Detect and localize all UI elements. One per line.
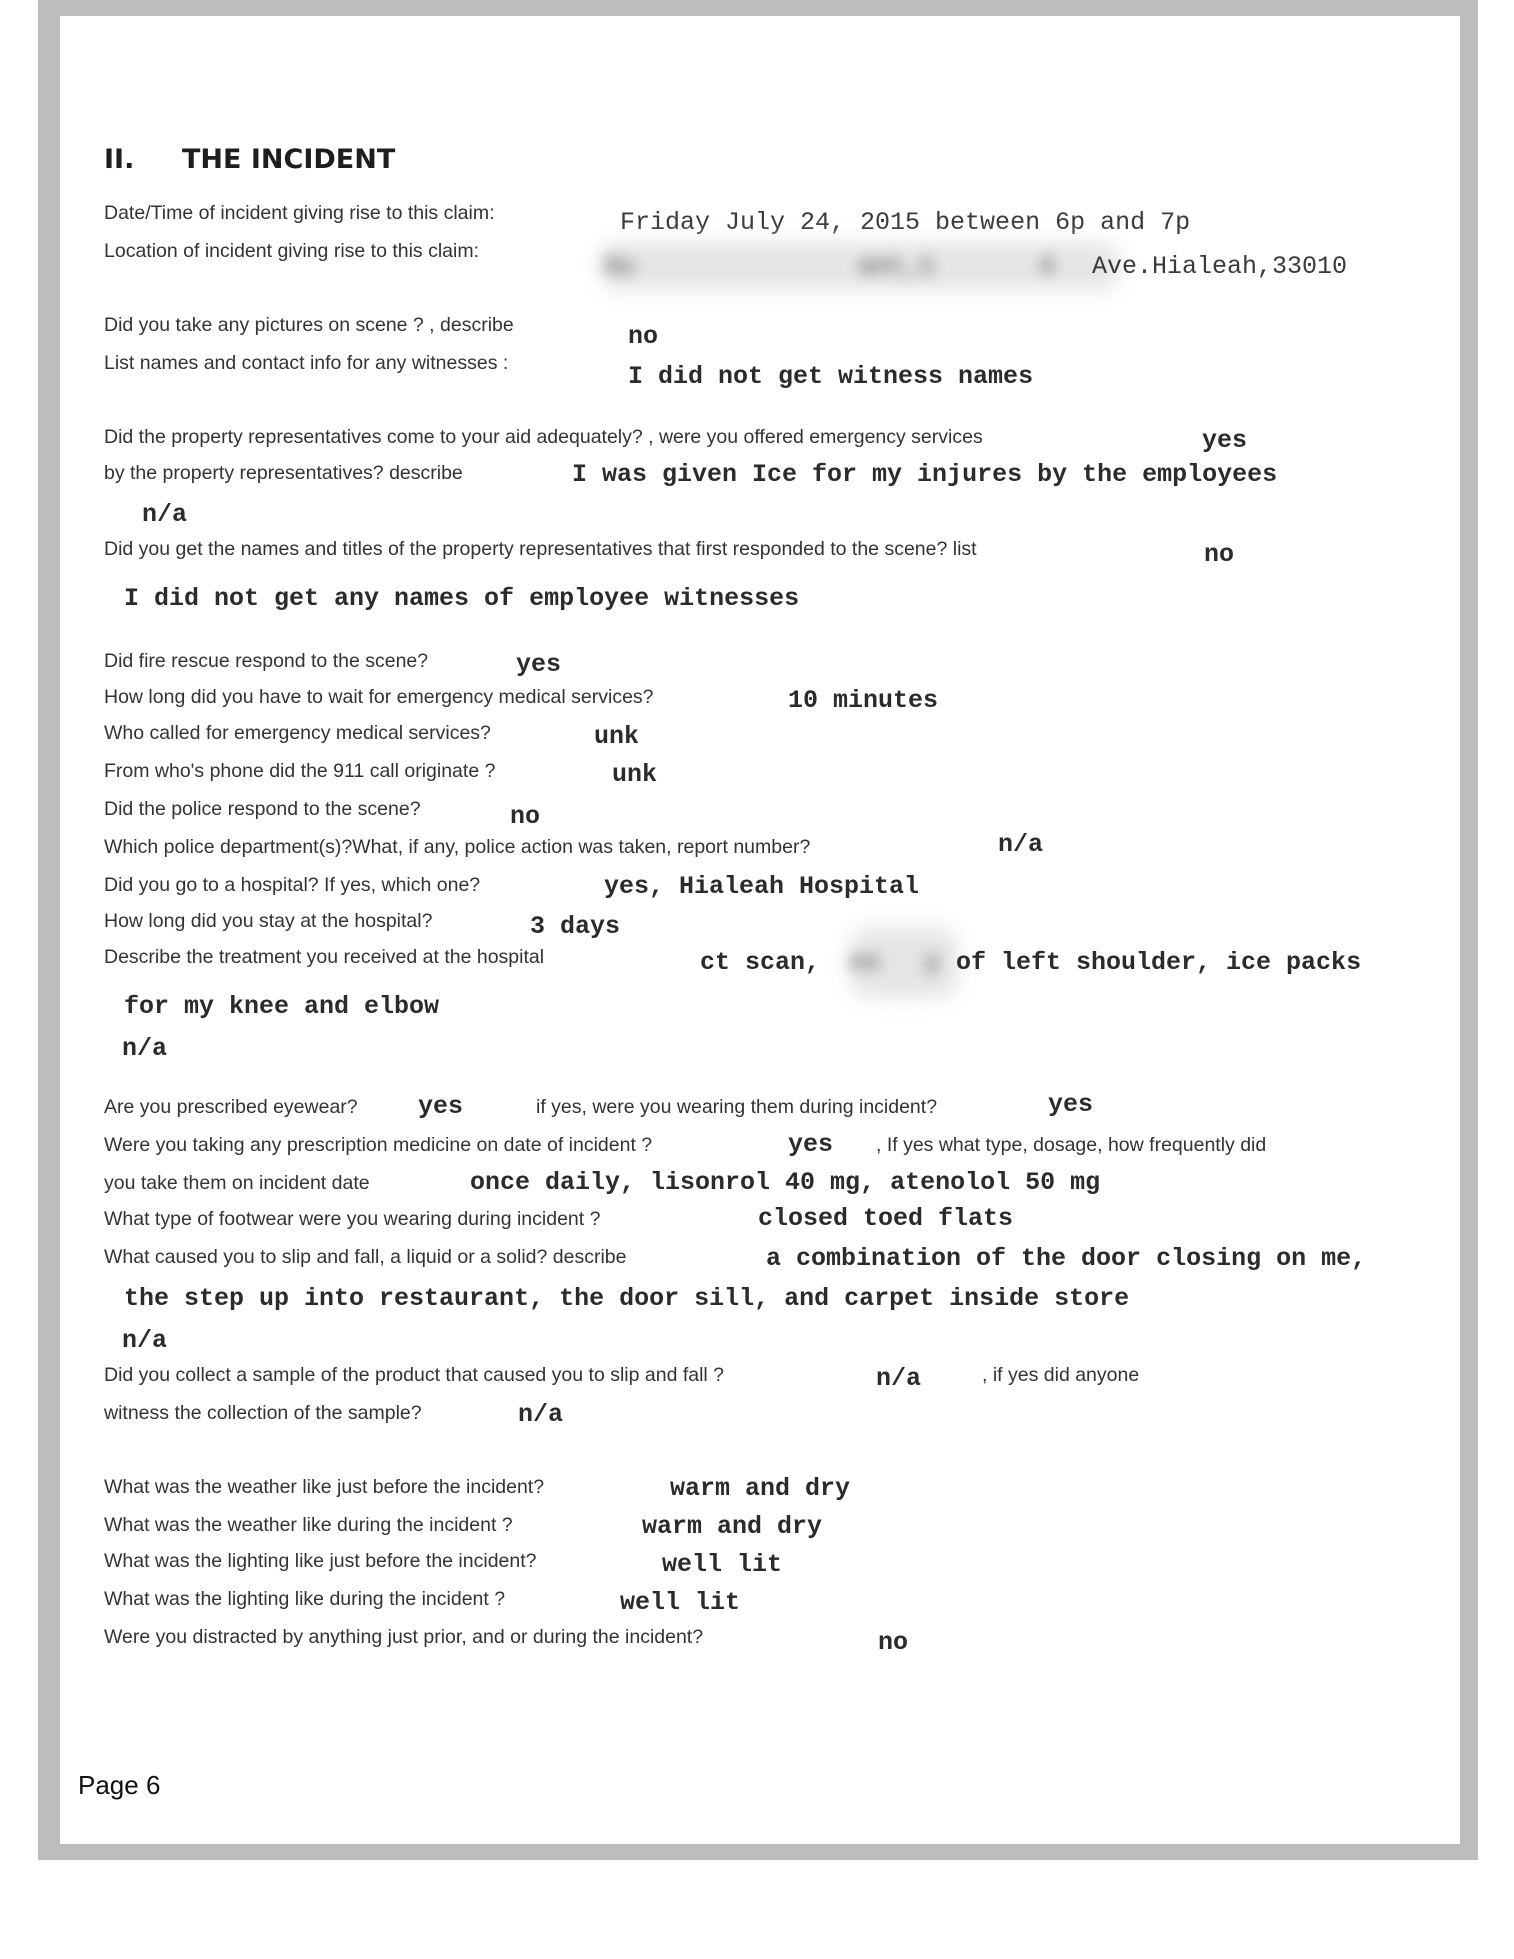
weather-during-label: What was the weather like during the incident ? [104, 1514, 513, 1536]
witnesses-value: I did not get witness names [628, 362, 1034, 391]
rep-names-extra: I did not get any names of employee witnesses [124, 584, 800, 613]
ems-wait-value: 10 minutes [788, 686, 939, 715]
eyewear-wearing-label: if yes, were you wearing them during incident? [536, 1096, 938, 1118]
location-value: Ave.Hialeah,33010 [1092, 252, 1348, 281]
pictures-value: no [628, 322, 659, 351]
weather-before-label: What was the weather like just before the incident? [104, 1476, 545, 1498]
weather-before-value: warm and dry [670, 1474, 851, 1503]
distracted-value: no [878, 1628, 909, 1657]
eyewear-wearing-value: yes [1048, 1090, 1094, 1119]
distracted-label: Were you distracted by anything just prior, and or during the incident? [104, 1626, 704, 1648]
witnesses-label: List names and contact info for any witnesses : [104, 352, 509, 374]
sample-label-line1b: , if yes did anyone [982, 1364, 1140, 1386]
phone-911-value: unk [612, 760, 658, 789]
treatment-value-redacted: ex y [850, 948, 941, 977]
footwear-value: closed toed flats [758, 1204, 1014, 1233]
ems-wait-label: How long did you have to wait for emergency medical services? [104, 686, 654, 708]
sample-value-line1: n/a [876, 1364, 922, 1393]
police-label: Did the police respond to the scene? [104, 798, 421, 820]
location-value-redacted: Su ant,1 4 [604, 252, 1055, 281]
treatment-value-part2: of left shoulder, ice packs [956, 948, 1362, 977]
footwear-label: What type of footwear were you wearing during incident ? [104, 1208, 601, 1230]
treatment-value-part1: ct scan, [700, 948, 821, 977]
police-value: no [510, 802, 541, 831]
medicine-value-line2: once daily, lisonrol 40 mg, atenolol 50 mg [470, 1168, 1101, 1197]
eyewear-label: Are you prescribed eyewear? [104, 1096, 358, 1118]
pictures-label: Did you take any pictures on scene ? , describe [104, 314, 514, 336]
cause-extra: n/a [122, 1326, 168, 1355]
police-dept-value: n/a [998, 830, 1044, 859]
section-title: THE INCIDENT [182, 144, 396, 175]
aid-value-line2: I was given Ice for my injures by the employees [572, 460, 1278, 489]
location-label: Location of incident giving rise to this claim: [104, 240, 480, 262]
aid-label-line1: Did the property representatives come to your aid adequately? , were you offered emergency services [104, 426, 983, 448]
hospital-stay-label: How long did you stay at the hospital? [104, 910, 433, 932]
medicine-label-line1b: , If yes what type, dosage, how frequently did [876, 1134, 1267, 1156]
datetime-value: Friday July 24, 2015 between 6p and 7p [620, 208, 1191, 237]
hospital-stay-value: 3 days [530, 912, 621, 941]
lighting-before-value: well lit [662, 1550, 783, 1579]
eyewear-value: yes [418, 1092, 464, 1121]
rep-names-value: no [1204, 540, 1235, 569]
aid-extra: n/a [142, 500, 188, 529]
treatment-label: Describe the treatment you received at the hospital [104, 946, 545, 968]
datetime-label: Date/Time of incident giving rise to this claim: [104, 202, 495, 224]
sample-label-line2: witness the collection of the sample? [104, 1402, 422, 1424]
medicine-value-line1: yes [788, 1130, 834, 1159]
hospital-value: yes, Hialeah Hospital [604, 872, 920, 901]
aid-label-line2: by the property representatives? describe [104, 462, 463, 484]
fire-rescue-value: yes [516, 650, 562, 679]
treatment-extra: n/a [122, 1034, 168, 1063]
rep-names-label: Did you get the names and titles of the property representatives that first responded to the scene? list [104, 538, 977, 560]
lighting-before-label: What was the lighting like just before the incident? [104, 1550, 537, 1572]
hospital-label: Did you go to a hospital? If yes, which one? [104, 874, 481, 896]
medicine-label-line1: Were you taking any prescription medicine on date of incident ? [104, 1134, 653, 1156]
treatment-continued: for my knee and elbow [124, 992, 440, 1021]
lighting-during-label: What was the lighting like during the incident ? [104, 1588, 506, 1610]
weather-during-value: warm and dry [642, 1512, 823, 1541]
phone-911-label: From who's phone did the 911 call originate ? [104, 760, 496, 782]
aid-value-line1: yes [1202, 426, 1248, 455]
lighting-during-value: well lit [620, 1588, 741, 1617]
fire-rescue-label: Did fire rescue respond to the scene? [104, 650, 429, 672]
ems-caller-label: Who called for emergency medical services? [104, 722, 491, 744]
sample-value-line2: n/a [518, 1400, 564, 1429]
police-dept-label: Which police department(s)?What, if any, police action was taken, report number? [104, 836, 811, 858]
cause-value: a combination of the door closing on me, [766, 1244, 1367, 1273]
page-number: Page 6 [78, 1770, 161, 1800]
medicine-label-line2: you take them on incident date [104, 1172, 370, 1194]
section-number: II. [104, 144, 135, 175]
sample-label-line1: Did you collect a sample of the product that caused you to slip and fall ? [104, 1364, 725, 1386]
cause-continued: the step up into restaurant, the door sill, and carpet inside store [124, 1284, 1130, 1313]
ems-caller-value: unk [594, 722, 640, 751]
cause-label: What caused you to slip and fall, a liquid or a solid? describe [104, 1246, 627, 1268]
document-page [60, 16, 1460, 1844]
